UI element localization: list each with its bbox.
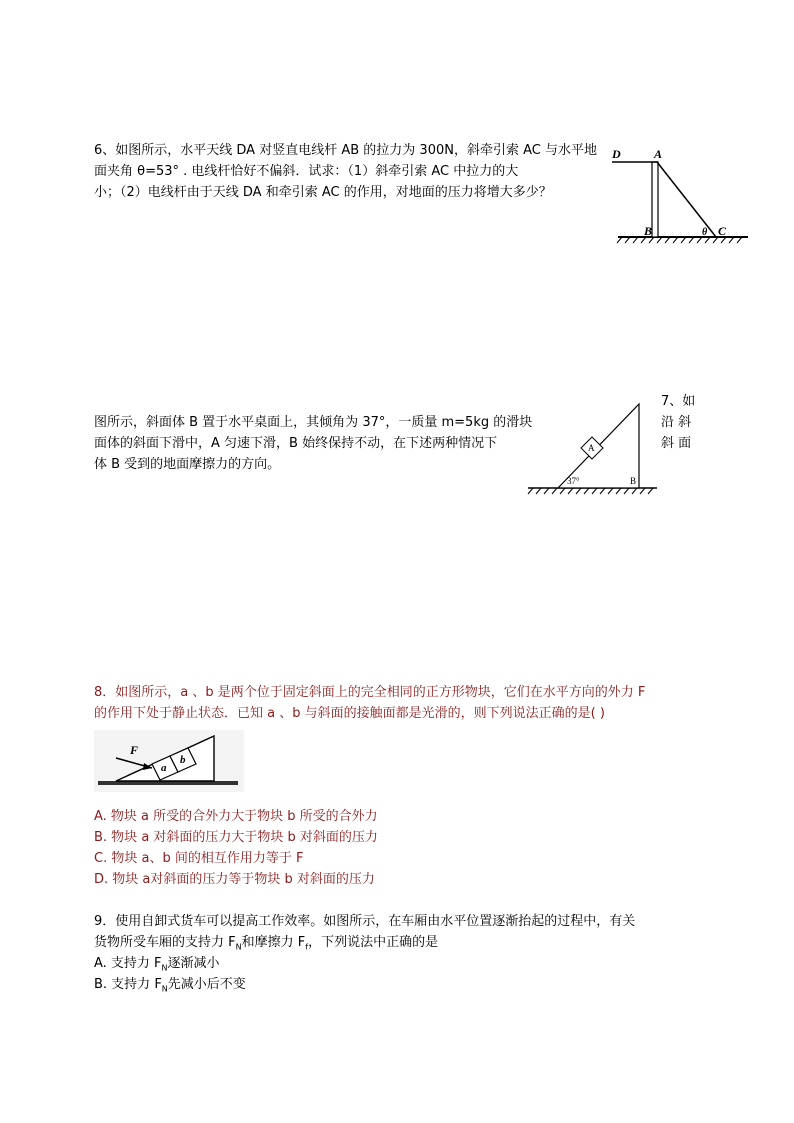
q7-text-line-2: 面体的斜面下滑中，A 匀速下滑，B 始终保持不动，在下述两种情况下 — [94, 436, 498, 451]
q8-option-b: B. 物块 a 对斜面的压力大于物块 b 对斜面的压力 — [94, 830, 378, 845]
label-block-b: b — [180, 754, 186, 766]
q7-text-line-3: 体 B 受到的地面摩擦力的方向。 — [94, 457, 281, 472]
q7-incline-diagram — [525, 398, 660, 498]
label-a: A — [654, 147, 663, 161]
q6-text-line-1: 6、如图所示，水平天线 DA 对竖直电线杆 AB 的拉力为 300N，斜牵引索 AC 与水平地 — [94, 143, 597, 158]
q7-number-fragment: 7、如 — [661, 394, 696, 409]
q8-option-a: A. 物块 a 所受的合外力大于物块 b 所受的合外力 — [94, 809, 378, 824]
q6-pole-diagram — [608, 140, 758, 250]
q7-fragment-right-3: 斜 面 — [661, 436, 692, 451]
label-theta: θ — [702, 227, 708, 238]
q8-option-c: C. 物块 a、b 间的相互作用力等于 F — [94, 851, 304, 866]
q9-text-line-1: 9．使用自卸式货车可以提高工作效率。如图所示，在车厢由水平位置逐渐抬起的过程中，有关 — [94, 914, 636, 929]
q6-text-line-3: 小；（2）电线杆由于天线 DA 和牵引索 AC 的作用，对地面的压力将增大多少？ — [94, 185, 552, 200]
label-wedge-b: B — [630, 476, 637, 486]
q6-text-line-2: 面夹角 θ=53° . 电线杆恰好不偏斜．试求：（1）斜牵引索 AC 中拉力的大 — [94, 164, 519, 179]
label-block-a: a — [161, 762, 167, 774]
q8-text-line-2: 的作用下处于静止状态．已知 a 、b 与斜面的接触面都是光滑的，则下列说法正确的是( ) — [94, 706, 605, 721]
label-block-a: A — [588, 443, 595, 453]
label-angle: 37° — [567, 476, 580, 486]
label-b: B — [644, 224, 653, 238]
label-d: D — [612, 147, 621, 161]
q8-option-d: D. 物块 a对斜面的压力等于物块 b 对斜面的压力 — [94, 872, 375, 887]
label-c: C — [718, 224, 727, 238]
q7-text-line-1: 图所示，斜面体 B 置于水平桌面上，其倾角为 37°，一质量 m=5kg 的滑块 — [94, 415, 533, 430]
q7-fragment-right-2: 沿 斜 — [661, 415, 692, 430]
q9-option-b: B. 支持力 $F_N$先减小后不变 — [94, 977, 246, 994]
q8-text-line-1: 8．如图所示，a 、b 是两个位于固定斜面上的完全相同的正方形物块，它们在水平方向的外力 F — [94, 685, 646, 700]
q9-option-a: A. 支持力 $F_N$逐渐减小 — [94, 956, 220, 973]
q9-text-line-2: 货物所受车厢的支持力 $F_N$和摩擦力 $F_f$，下列说法中正确的是 — [94, 935, 439, 952]
label-force-f: F — [130, 743, 139, 757]
q8-blocks-diagram — [94, 730, 244, 792]
